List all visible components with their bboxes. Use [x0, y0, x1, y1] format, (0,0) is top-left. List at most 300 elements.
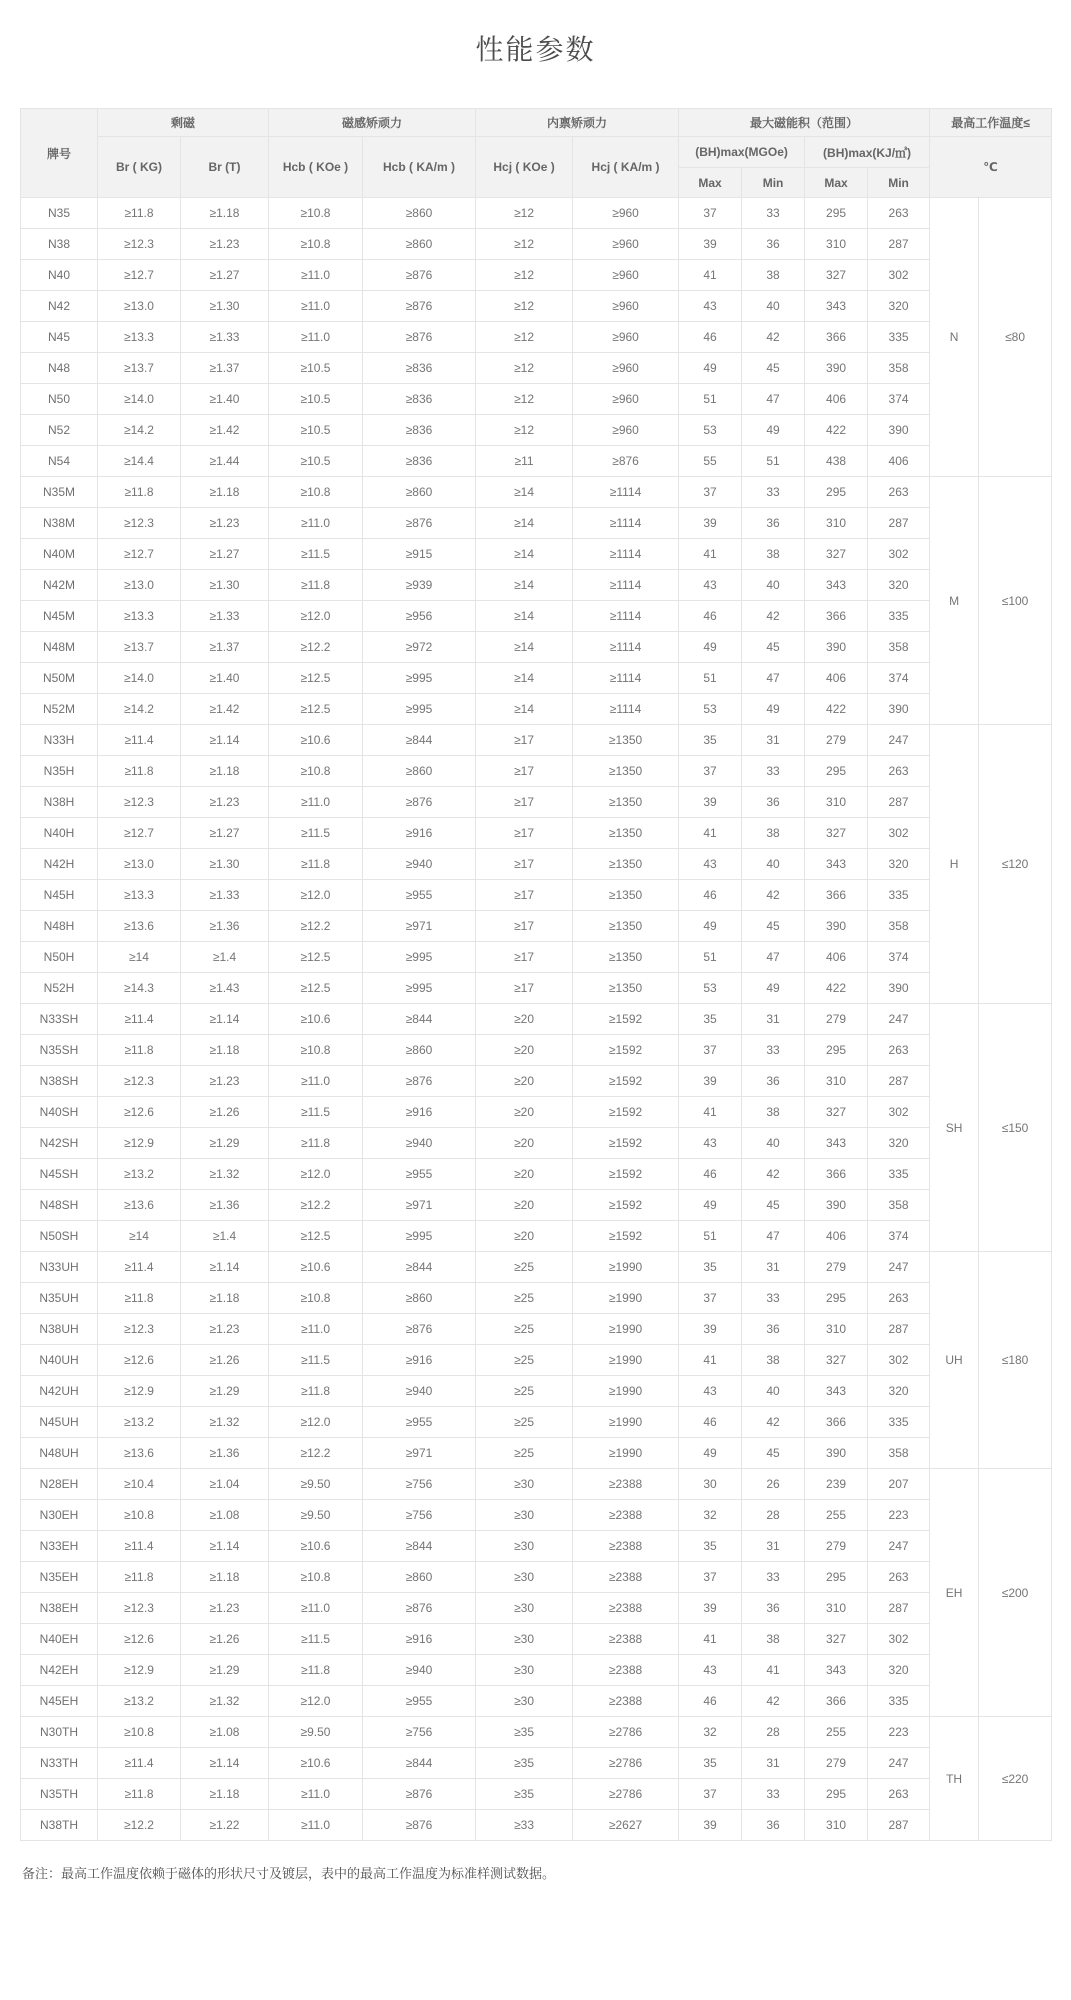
kjm3-min-cell: 287 [868, 229, 930, 260]
table-header [21, 109, 1052, 198]
mgoe-max-cell: 37 [679, 756, 742, 787]
br-t-cell: ≥1.30 [181, 849, 269, 880]
br-t-cell: ≥1.23 [181, 1314, 269, 1345]
col-header-hcb-koe: Hcb ( KOe ) [269, 137, 363, 198]
mgoe-max-cell: 43 [679, 291, 742, 322]
mgoe-max-cell: 37 [679, 1035, 742, 1066]
hcj-koe-cell: ≥14 [476, 663, 573, 694]
br-t-cell: ≥1.08 [181, 1717, 269, 1748]
hcb-koe-cell: ≥10.5 [269, 353, 363, 384]
hcj-kam-cell: ≥1350 [573, 911, 679, 942]
hcj-kam-cell: ≥1114 [573, 508, 679, 539]
hcj-koe-cell: ≥14 [476, 508, 573, 539]
table-row [21, 725, 1052, 756]
mgoe-max-cell: 41 [679, 539, 742, 570]
hcj-koe-cell: ≥35 [476, 1779, 573, 1810]
col-header-bhmax-mgoe: (BH)max(MGOe) [679, 137, 805, 168]
table-row [21, 1655, 1052, 1686]
br-t-cell: ≥1.33 [181, 601, 269, 632]
mgoe-max-cell: 46 [679, 1159, 742, 1190]
kjm3-max-cell: 406 [805, 384, 868, 415]
grade-cell: N38EH [21, 1593, 98, 1624]
hcj-kam-cell: ≥876 [573, 446, 679, 477]
grade-cell: N42SH [21, 1128, 98, 1159]
grade-cell: N38H [21, 787, 98, 818]
hcb-koe-cell: ≥10.6 [269, 1252, 363, 1283]
hcb-koe-cell: ≥10.8 [269, 1283, 363, 1314]
kjm3-max-cell: 295 [805, 477, 868, 508]
series-cell: UH [930, 1252, 979, 1469]
hcj-koe-cell: ≥35 [476, 1748, 573, 1779]
table-row [21, 1562, 1052, 1593]
mgoe-max-cell: 35 [679, 725, 742, 756]
hcj-koe-cell: ≥14 [476, 632, 573, 663]
grade-cell: N38M [21, 508, 98, 539]
hcj-kam-cell: ≥1592 [573, 1128, 679, 1159]
hcb-koe-cell: ≥12.2 [269, 911, 363, 942]
grade-cell: N40UH [21, 1345, 98, 1376]
mgoe-max-cell: 32 [679, 1717, 742, 1748]
kjm3-min-cell: 247 [868, 1252, 930, 1283]
mgoe-max-cell: 51 [679, 384, 742, 415]
br-t-cell: ≥1.27 [181, 818, 269, 849]
kjm3-min-cell: 223 [868, 1500, 930, 1531]
hcj-koe-cell: ≥20 [476, 1004, 573, 1035]
mgoe-max-cell: 41 [679, 1345, 742, 1376]
table-row [21, 1128, 1052, 1159]
hcj-kam-cell: ≥1114 [573, 477, 679, 508]
hcb-kam-cell: ≥939 [363, 570, 476, 601]
br-kg-cell: ≥13.3 [98, 601, 181, 632]
series-cell: N [930, 198, 979, 477]
grade-cell: N45SH [21, 1159, 98, 1190]
hcj-kam-cell: ≥1350 [573, 880, 679, 911]
kjm3-max-cell: 390 [805, 353, 868, 384]
hcb-kam-cell: ≥844 [363, 725, 476, 756]
mgoe-min-cell: 42 [742, 880, 805, 911]
table-row [21, 1066, 1052, 1097]
hcj-kam-cell: ≥2627 [573, 1810, 679, 1841]
hcb-koe-cell: ≥11.5 [269, 818, 363, 849]
mgoe-max-cell: 37 [679, 1779, 742, 1810]
mgoe-min-cell: 47 [742, 1221, 805, 1252]
kjm3-max-cell: 343 [805, 291, 868, 322]
hcj-kam-cell: ≥1114 [573, 539, 679, 570]
table-body [21, 198, 1052, 1841]
kjm3-max-cell: 255 [805, 1500, 868, 1531]
hcb-kam-cell: ≥971 [363, 1190, 476, 1221]
br-kg-cell: ≥11.8 [98, 1779, 181, 1810]
mgoe-max-cell: 39 [679, 787, 742, 818]
hcj-koe-cell: ≥12 [476, 229, 573, 260]
hcb-koe-cell: ≥10.5 [269, 415, 363, 446]
kjm3-max-cell: 366 [805, 880, 868, 911]
kjm3-min-cell: 263 [868, 477, 930, 508]
br-t-cell: ≥1.18 [181, 477, 269, 508]
hcj-kam-cell: ≥1592 [573, 1004, 679, 1035]
kjm3-max-cell: 255 [805, 1717, 868, 1748]
table-row [21, 1283, 1052, 1314]
kjm3-min-cell: 320 [868, 1128, 930, 1159]
hcj-kam-cell: ≥1350 [573, 787, 679, 818]
table-row [21, 322, 1052, 353]
br-t-cell: ≥1.32 [181, 1407, 269, 1438]
kjm3-max-cell: 366 [805, 601, 868, 632]
col-header-bhmax-kjm3: (BH)max(KJ/㎥) [805, 137, 930, 168]
br-t-cell: ≥1.26 [181, 1624, 269, 1655]
hcb-koe-cell: ≥12.2 [269, 632, 363, 663]
hcj-kam-cell: ≥1114 [573, 601, 679, 632]
br-t-cell: ≥1.37 [181, 353, 269, 384]
hcb-koe-cell: ≥10.8 [269, 1562, 363, 1593]
mgoe-min-cell: 33 [742, 1283, 805, 1314]
hcj-kam-cell: ≥1350 [573, 849, 679, 880]
br-t-cell: ≥1.18 [181, 1779, 269, 1810]
grade-cell: N35UH [21, 1283, 98, 1314]
br-kg-cell: ≥14 [98, 1221, 181, 1252]
hcj-kam-cell: ≥1592 [573, 1097, 679, 1128]
mgoe-min-cell: 45 [742, 911, 805, 942]
spec-table-container [20, 108, 1051, 1841]
table-row [21, 1004, 1052, 1035]
mgoe-min-cell: 51 [742, 446, 805, 477]
grade-cell: N45UH [21, 1407, 98, 1438]
br-t-cell: ≥1.14 [181, 1531, 269, 1562]
table-row [21, 1686, 1052, 1717]
hcj-kam-cell: ≥960 [573, 415, 679, 446]
hcb-koe-cell: ≥11.0 [269, 787, 363, 818]
hcb-kam-cell: ≥955 [363, 880, 476, 911]
kjm3-max-cell: 327 [805, 1624, 868, 1655]
hcj-koe-cell: ≥12 [476, 353, 573, 384]
table-row [21, 911, 1052, 942]
kjm3-max-cell: 438 [805, 446, 868, 477]
mgoe-min-cell: 36 [742, 1593, 805, 1624]
mgoe-min-cell: 28 [742, 1500, 805, 1531]
table-row [21, 601, 1052, 632]
br-t-cell: ≥1.18 [181, 1035, 269, 1066]
col-header-mgoe-min: Min [742, 168, 805, 198]
mgoe-max-cell: 43 [679, 1655, 742, 1686]
hcj-koe-cell: ≥30 [476, 1624, 573, 1655]
br-t-cell: ≥1.18 [181, 1283, 269, 1314]
hcj-koe-cell: ≥12 [476, 260, 573, 291]
br-kg-cell: ≥14.4 [98, 446, 181, 477]
grade-cell: N35EH [21, 1562, 98, 1593]
mgoe-min-cell: 31 [742, 1531, 805, 1562]
kjm3-min-cell: 247 [868, 1748, 930, 1779]
col-header-celsius: ℃ [930, 137, 1052, 198]
br-kg-cell: ≥12.7 [98, 260, 181, 291]
br-kg-cell: ≥12.9 [98, 1128, 181, 1159]
page-title: 性能参数 [475, 34, 596, 65]
col-header-mgoe-max: Max [679, 168, 742, 198]
mgoe-min-cell: 36 [742, 229, 805, 260]
hcj-koe-cell: ≥20 [476, 1190, 573, 1221]
hcj-koe-cell: ≥17 [476, 880, 573, 911]
mgoe-max-cell: 41 [679, 260, 742, 291]
hcb-koe-cell: ≥12.0 [269, 1159, 363, 1190]
hcb-koe-cell: ≥12.0 [269, 601, 363, 632]
br-t-cell: ≥1.04 [181, 1469, 269, 1500]
mgoe-max-cell: 53 [679, 973, 742, 1004]
hcb-kam-cell: ≥916 [363, 1345, 476, 1376]
hcj-kam-cell: ≥2388 [573, 1593, 679, 1624]
mgoe-min-cell: 40 [742, 570, 805, 601]
mgoe-max-cell: 46 [679, 1407, 742, 1438]
kjm3-min-cell: 287 [868, 1593, 930, 1624]
grade-cell: N30EH [21, 1500, 98, 1531]
br-t-cell: ≥1.26 [181, 1097, 269, 1128]
hcj-kam-cell: ≥1114 [573, 632, 679, 663]
hcb-kam-cell: ≥995 [363, 694, 476, 725]
hcj-kam-cell: ≥2388 [573, 1624, 679, 1655]
hcj-kam-cell: ≥1350 [573, 725, 679, 756]
table-row [21, 1221, 1052, 1252]
br-kg-cell: ≥13.2 [98, 1686, 181, 1717]
mgoe-max-cell: 39 [679, 508, 742, 539]
kjm3-max-cell: 279 [805, 1531, 868, 1562]
br-t-cell: ≥1.29 [181, 1655, 269, 1686]
table-row [21, 260, 1052, 291]
hcb-koe-cell: ≥10.6 [269, 1004, 363, 1035]
br-kg-cell: ≥13.7 [98, 353, 181, 384]
grade-cell: N52H [21, 973, 98, 1004]
br-t-cell: ≥1.18 [181, 756, 269, 787]
hcb-koe-cell: ≥11.0 [269, 291, 363, 322]
br-kg-cell: ≥13.0 [98, 570, 181, 601]
mgoe-max-cell: 46 [679, 1686, 742, 1717]
mgoe-min-cell: 40 [742, 849, 805, 880]
hcj-kam-cell: ≥960 [573, 353, 679, 384]
hcj-kam-cell: ≥1592 [573, 1066, 679, 1097]
br-kg-cell: ≥12.6 [98, 1345, 181, 1376]
mgoe-max-cell: 37 [679, 198, 742, 229]
kjm3-max-cell: 406 [805, 1221, 868, 1252]
hcb-koe-cell: ≥10.8 [269, 1035, 363, 1066]
hcj-koe-cell: ≥20 [476, 1097, 573, 1128]
kjm3-max-cell: 327 [805, 1097, 868, 1128]
kjm3-max-cell: 366 [805, 322, 868, 353]
hcj-koe-cell: ≥17 [476, 942, 573, 973]
hcb-koe-cell: ≥10.6 [269, 725, 363, 756]
series-cell: M [930, 477, 979, 725]
kjm3-min-cell: 358 [868, 353, 930, 384]
hcj-kam-cell: ≥960 [573, 322, 679, 353]
br-kg-cell: ≥12.3 [98, 787, 181, 818]
br-t-cell: ≥1.27 [181, 539, 269, 570]
kjm3-min-cell: 207 [868, 1469, 930, 1500]
kjm3-min-cell: 287 [868, 1066, 930, 1097]
br-t-cell: ≥1.14 [181, 1748, 269, 1779]
mgoe-min-cell: 40 [742, 291, 805, 322]
col-header-br-t: Br (T) [181, 137, 269, 198]
table-row [21, 1314, 1052, 1345]
br-t-cell: ≥1.23 [181, 787, 269, 818]
br-t-cell: ≥1.26 [181, 1345, 269, 1376]
br-t-cell: ≥1.36 [181, 911, 269, 942]
hcb-kam-cell: ≥844 [363, 1531, 476, 1562]
br-kg-cell: ≥14 [98, 942, 181, 973]
hcb-kam-cell: ≥756 [363, 1717, 476, 1748]
br-kg-cell: ≥13.3 [98, 322, 181, 353]
br-kg-cell: ≥14.2 [98, 694, 181, 725]
grade-cell: N33SH [21, 1004, 98, 1035]
hcj-koe-cell: ≥30 [476, 1686, 573, 1717]
br-kg-cell: ≥14.2 [98, 415, 181, 446]
br-kg-cell: ≥10.4 [98, 1469, 181, 1500]
br-kg-cell: ≥11.8 [98, 1562, 181, 1593]
kjm3-min-cell: 390 [868, 415, 930, 446]
grade-cell: N38TH [21, 1810, 98, 1841]
kjm3-min-cell: 263 [868, 1035, 930, 1066]
hcj-kam-cell: ≥960 [573, 198, 679, 229]
kjm3-min-cell: 358 [868, 632, 930, 663]
col-header-hcb-kam: Hcb ( KA/m ) [363, 137, 476, 198]
hcb-kam-cell: ≥860 [363, 198, 476, 229]
br-kg-cell: ≥11.4 [98, 725, 181, 756]
hcj-kam-cell: ≥1350 [573, 818, 679, 849]
hcj-kam-cell: ≥2388 [573, 1655, 679, 1686]
hcj-koe-cell: ≥33 [476, 1810, 573, 1841]
br-t-cell: ≥1.27 [181, 260, 269, 291]
grade-cell: N54 [21, 446, 98, 477]
br-kg-cell: ≥12.3 [98, 1314, 181, 1345]
br-t-cell: ≥1.23 [181, 508, 269, 539]
hcj-kam-cell: ≥1350 [573, 973, 679, 1004]
hcj-koe-cell: ≥20 [476, 1221, 573, 1252]
mgoe-max-cell: 41 [679, 818, 742, 849]
hcb-koe-cell: ≥11.5 [269, 1624, 363, 1655]
performance-parameters-table [20, 108, 1052, 1841]
mgoe-max-cell: 49 [679, 1438, 742, 1469]
col-header-kjm3-min: Min [868, 168, 930, 198]
mgoe-min-cell: 45 [742, 353, 805, 384]
hcj-koe-cell: ≥17 [476, 725, 573, 756]
kjm3-min-cell: 263 [868, 1779, 930, 1810]
br-t-cell: ≥1.29 [181, 1376, 269, 1407]
mgoe-max-cell: 51 [679, 663, 742, 694]
kjm3-min-cell: 320 [868, 1376, 930, 1407]
mgoe-min-cell: 49 [742, 694, 805, 725]
kjm3-min-cell: 358 [868, 1438, 930, 1469]
table-row [21, 291, 1052, 322]
mgoe-max-cell: 53 [679, 694, 742, 725]
hcj-koe-cell: ≥35 [476, 1717, 573, 1748]
grade-cell: N42 [21, 291, 98, 322]
kjm3-max-cell: 295 [805, 198, 868, 229]
table-row [21, 1469, 1052, 1500]
br-kg-cell: ≥13.0 [98, 849, 181, 880]
hcj-koe-cell: ≥12 [476, 415, 573, 446]
grade-cell: N40 [21, 260, 98, 291]
mgoe-max-cell: 30 [679, 1469, 742, 1500]
kjm3-min-cell: 320 [868, 291, 930, 322]
mgoe-min-cell: 41 [742, 1655, 805, 1686]
kjm3-max-cell: 366 [805, 1159, 868, 1190]
hcb-kam-cell: ≥860 [363, 1562, 476, 1593]
kjm3-min-cell: 335 [868, 880, 930, 911]
hcb-kam-cell: ≥876 [363, 322, 476, 353]
kjm3-max-cell: 390 [805, 911, 868, 942]
br-kg-cell: ≥13.7 [98, 632, 181, 663]
kjm3-max-cell: 406 [805, 942, 868, 973]
table-row [21, 198, 1052, 229]
kjm3-max-cell: 310 [805, 1593, 868, 1624]
br-kg-cell: ≥11.4 [98, 1748, 181, 1779]
mgoe-max-cell: 49 [679, 911, 742, 942]
grade-cell: N35TH [21, 1779, 98, 1810]
mgoe-min-cell: 49 [742, 415, 805, 446]
max-temp-cell: ≤180 [979, 1252, 1052, 1469]
grade-cell: N38UH [21, 1314, 98, 1345]
kjm3-max-cell: 366 [805, 1686, 868, 1717]
hcj-koe-cell: ≥12 [476, 198, 573, 229]
kjm3-min-cell: 247 [868, 725, 930, 756]
kjm3-min-cell: 287 [868, 787, 930, 818]
grade-cell: N45M [21, 601, 98, 632]
br-t-cell: ≥1.23 [181, 229, 269, 260]
grade-cell: N52M [21, 694, 98, 725]
table-row [21, 1035, 1052, 1066]
hcb-koe-cell: ≥12.0 [269, 1407, 363, 1438]
hcb-koe-cell: ≥11.0 [269, 1066, 363, 1097]
table-row [21, 1438, 1052, 1469]
kjm3-min-cell: 263 [868, 1283, 930, 1314]
mgoe-min-cell: 47 [742, 942, 805, 973]
hcb-kam-cell: ≥860 [363, 229, 476, 260]
grade-cell: N42UH [21, 1376, 98, 1407]
hcb-koe-cell: ≥11.0 [269, 1779, 363, 1810]
mgoe-min-cell: 31 [742, 1004, 805, 1035]
hcj-koe-cell: ≥25 [476, 1283, 573, 1314]
br-t-cell: ≥1.08 [181, 1500, 269, 1531]
mgoe-max-cell: 35 [679, 1252, 742, 1283]
br-kg-cell: ≥13.2 [98, 1407, 181, 1438]
series-cell: SH [930, 1004, 979, 1252]
table-row [21, 539, 1052, 570]
hcj-kam-cell: ≥1114 [573, 694, 679, 725]
mgoe-min-cell: 38 [742, 1624, 805, 1655]
hcj-koe-cell: ≥20 [476, 1066, 573, 1097]
mgoe-max-cell: 46 [679, 880, 742, 911]
mgoe-min-cell: 40 [742, 1376, 805, 1407]
mgoe-max-cell: 55 [679, 446, 742, 477]
br-kg-cell: ≥11.4 [98, 1004, 181, 1035]
mgoe-min-cell: 42 [742, 1686, 805, 1717]
hcb-koe-cell: ≥10.8 [269, 198, 363, 229]
hcb-kam-cell: ≥836 [363, 353, 476, 384]
hcb-kam-cell: ≥955 [363, 1686, 476, 1717]
hcb-koe-cell: ≥10.5 [269, 446, 363, 477]
hcb-kam-cell: ≥876 [363, 787, 476, 818]
kjm3-max-cell: 343 [805, 1128, 868, 1159]
table-row [21, 1376, 1052, 1407]
hcj-koe-cell: ≥11 [476, 446, 573, 477]
hcj-kam-cell: ≥2388 [573, 1469, 679, 1500]
grade-cell: N50SH [21, 1221, 98, 1252]
kjm3-min-cell: 263 [868, 1562, 930, 1593]
br-t-cell: ≥1.37 [181, 632, 269, 663]
table-row [21, 1407, 1052, 1438]
hcj-kam-cell: ≥1990 [573, 1438, 679, 1469]
mgoe-max-cell: 49 [679, 1190, 742, 1221]
grade-cell: N48 [21, 353, 98, 384]
kjm3-max-cell: 343 [805, 849, 868, 880]
kjm3-min-cell: 320 [868, 570, 930, 601]
kjm3-min-cell: 320 [868, 1655, 930, 1686]
hcb-kam-cell: ≥836 [363, 384, 476, 415]
